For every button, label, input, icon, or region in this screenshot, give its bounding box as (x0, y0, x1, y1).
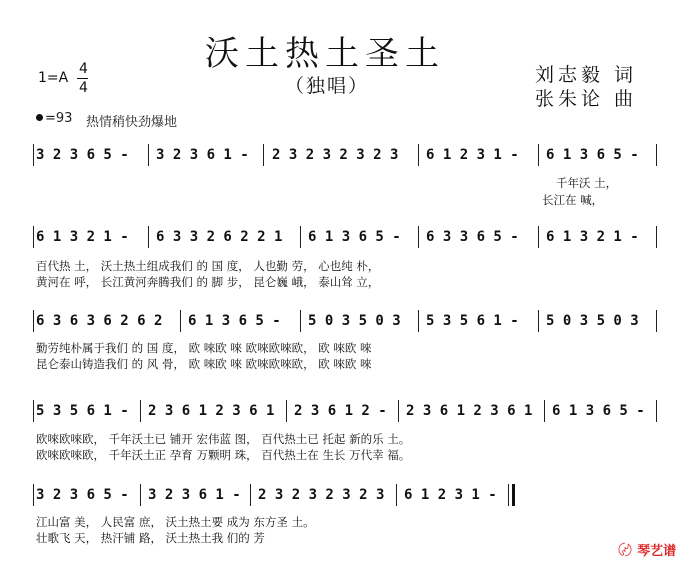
measure: 3 2 3 6 1 - (156, 147, 249, 163)
barline (140, 484, 141, 506)
measure: 6 1 2 3 1 - (404, 487, 497, 503)
barline (544, 400, 545, 422)
measure: 6 1 2 3 1 - (426, 147, 519, 163)
barline (263, 144, 264, 166)
composer-credit: 张朱论 曲 (535, 88, 638, 110)
measure: 6 1 3 2 1 - (36, 229, 129, 245)
time-signature-top: 4 (79, 61, 88, 77)
logo-icon: 〄 (618, 543, 632, 559)
watermark-logo (618, 540, 676, 560)
measure: 2 3 2 3 2 3 2 3 (272, 147, 399, 163)
measure: 6 1 3 6 5 - (308, 229, 401, 245)
lyric-line: 勤劳纯朴属于我们 的 国 度， 欧 唻欧 唻 欧唻欧唻欧， 欧 唻欧 唻 (36, 341, 372, 355)
barline (656, 310, 657, 332)
measure: 2 3 2 3 2 3 2 3 (258, 487, 385, 503)
measure: 2 3 6 1 2 3 6 1 (406, 403, 533, 419)
measure: 6 1 3 6 5 - (188, 313, 281, 329)
barline (538, 310, 539, 332)
song-title: 沃土热土圣土 (205, 34, 445, 74)
barline (250, 484, 251, 506)
quarter-note-icon (36, 114, 43, 121)
song-subtitle: （独唱） (285, 75, 370, 97)
lyric-line: 黄河在 呼， 长江黄河奔腾我们 的 脚 步， 昆仑巍 峨， 泰山耸 立， (36, 275, 380, 289)
lyric-line: 百代热 土， 沃土热土组成我们 的 国 度， 人也勤 劳， 心也纯 朴， (36, 259, 380, 273)
barline (656, 144, 657, 166)
measure: 3 2 3 6 5 - (36, 147, 129, 163)
measure: 6 1 3 6 5 - (546, 147, 639, 163)
lyric-line: 千年沃 土， (556, 176, 618, 190)
key-signature: 1=A (38, 70, 69, 86)
barline (33, 226, 34, 248)
lyric-line: 江山富 美， 人民富 庶， 沃土热土要 成为 东方圣 土。 (36, 515, 315, 529)
barline (418, 310, 419, 332)
measure: 6 3 6 3 6 2 6 2 (36, 313, 163, 329)
watermark-text: 琴艺谱 (637, 544, 677, 559)
lyric-line: 长江在 喊， (542, 193, 604, 207)
barline (538, 144, 539, 166)
barline (33, 400, 34, 422)
barline (140, 400, 141, 422)
barline (656, 400, 657, 422)
measure: 6 3 3 2 6 2 2 1 (156, 229, 283, 245)
measure: 6 1 3 6 5 - (552, 403, 645, 419)
measure: 2 3 6 1 2 3 6 1 (148, 403, 275, 419)
lyricist-credit: 刘志毅 词 (535, 64, 638, 86)
measure: 5 0 3 5 0 3 (546, 313, 639, 329)
lyric-line: 欧唻欧唻欧， 千年沃土已 铺开 宏伟蓝 图， 百代热土已 托起 新的乐 土。 (36, 432, 411, 446)
lyric-line: 欧唻欧唻欧， 千年沃土正 孕育 万颗明 珠， 百代热土在 生长 万代幸 福。 (36, 448, 411, 462)
measure: 5 3 5 6 1 - (426, 313, 519, 329)
lyric-line: 壮歌飞 天， 热汗铺 路， 沃土热土我 们的 芳 (36, 531, 265, 545)
barline (418, 144, 419, 166)
final-barline-thick (512, 484, 515, 506)
barline (33, 310, 34, 332)
barline (148, 144, 149, 166)
measure: 5 0 3 5 0 3 (308, 313, 401, 329)
lyric-line: 昆仑泰山铸造我们 的 风 骨， 欧 唻欧 唻 欧唻欧唻欧， 欧 唻欧 唻 (36, 357, 372, 371)
barline (538, 226, 539, 248)
barline (286, 400, 287, 422)
barline (180, 310, 181, 332)
measure: 6 1 3 2 1 - (546, 229, 639, 245)
barline (300, 226, 301, 248)
measure: 5 3 5 6 1 - (36, 403, 129, 419)
barline (33, 144, 34, 166)
measure: 6 3 3 6 5 - (426, 229, 519, 245)
tempo-expression: 热情稍快劲爆地 (86, 115, 178, 130)
barline (300, 310, 301, 332)
tempo-marking: =93 (45, 111, 73, 126)
time-signature-bottom: 4 (79, 80, 88, 96)
barline (148, 226, 149, 248)
barline (33, 484, 34, 506)
final-barline-thin (508, 484, 509, 506)
barline (656, 226, 657, 248)
barline (418, 226, 419, 248)
time-signature-line (77, 78, 88, 79)
measure: 2 3 6 1 2 - (294, 403, 387, 419)
measure: 3 2 3 6 1 - (148, 487, 241, 503)
barline (396, 484, 397, 506)
measure: 3 2 3 6 5 - (36, 487, 129, 503)
barline (398, 400, 399, 422)
